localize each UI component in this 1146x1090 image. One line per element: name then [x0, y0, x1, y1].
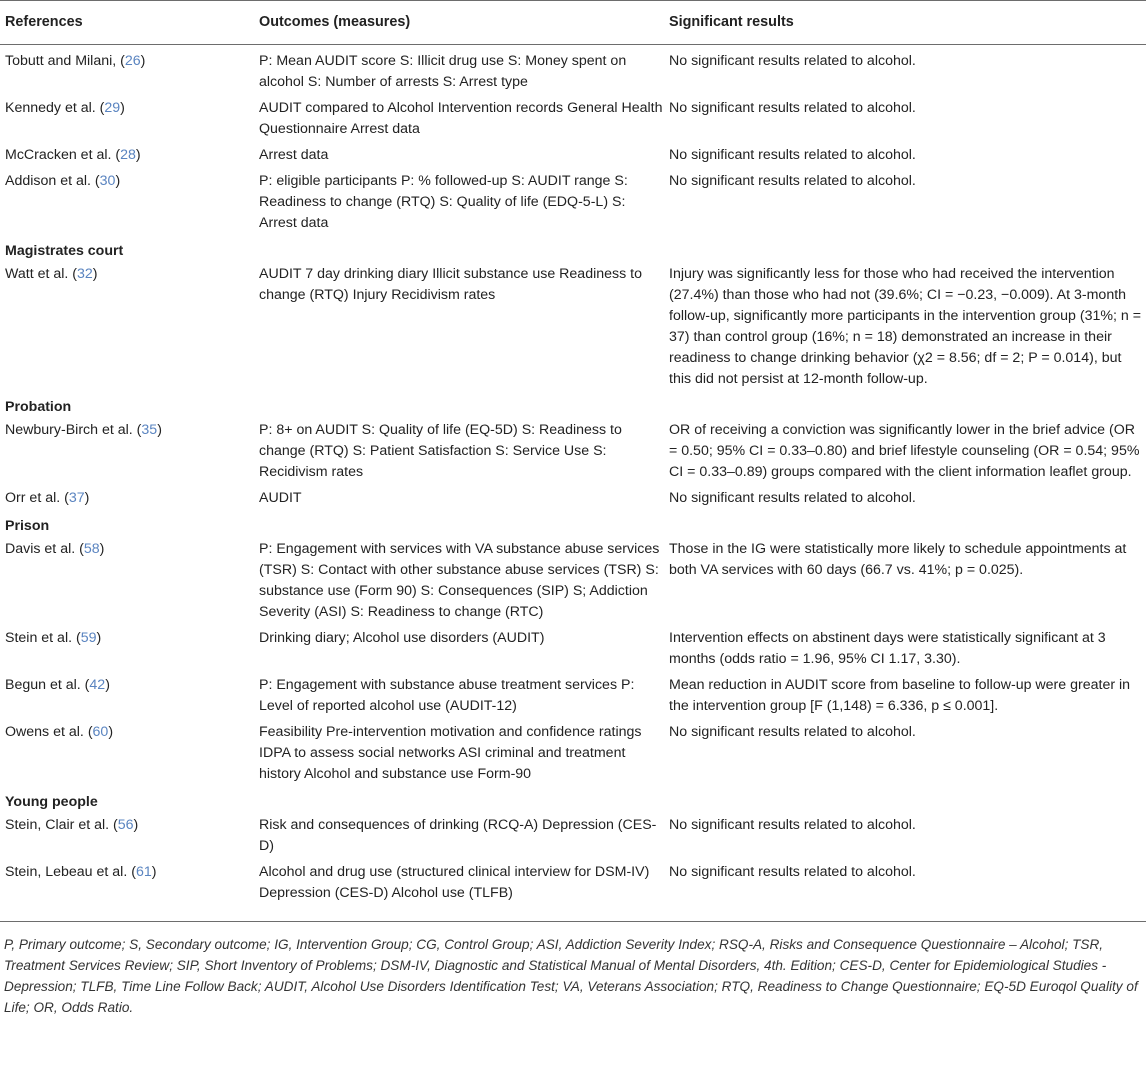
- reference-authors: Stein, Clair et al.: [5, 817, 114, 833]
- citation-paren: ): [108, 724, 114, 740]
- table-row: [0, 862, 1146, 909]
- outcomes-cell: P: 8+ on AUDIT S: Quality of life (EQ-5D) S: Readiness to change (RTQ) S: Patient Satisfaction S: Service Use S: Recidivism rates: [259, 422, 622, 480]
- results-cell: No significant results related to alcohol.: [669, 173, 916, 189]
- results-cell: No significant results related to alcohol.: [669, 53, 916, 69]
- reference-authors: Newbury-Birch et al.: [5, 422, 137, 438]
- results-cell: OR of receiving a conviction was significantly lower in the brief advice (OR = 0.50; 95% CI = 0.33–0.80) and brief lifestyle counseling (OR = 0.54; 95% CI = 0.33–0.89) groups compared with the client information leaflet group.: [669, 422, 1140, 480]
- citation-paren: (: [79, 541, 84, 557]
- section-row: [0, 790, 1146, 815]
- table-row: [0, 171, 1146, 239]
- citation-paren: (: [115, 147, 121, 163]
- citation-paren: ): [115, 173, 121, 189]
- section-row: [0, 395, 1146, 420]
- citation-paren: (: [87, 724, 93, 740]
- citation-paren: (: [113, 817, 118, 833]
- table-header-row: [0, 1, 1146, 45]
- results-cell: Injury was significantly less for those who had received the intervention (27.4%) than those who had not (39.6%; CI = −0.23, −0.009). At 3-month follow-up, significantly more participants in the intervention group (31%; n = 37) than control group (16%; n = 18) demonstrated an increase in their readiness to change drinking behavior (χ2 = 8.56; df = 2; P = 0.014), but this did not persist at 12-month follow-up.: [669, 266, 1141, 387]
- table-row: [0, 45, 1146, 99]
- citation-paren: ): [135, 147, 141, 163]
- citation-link[interactable]: 30: [99, 173, 116, 189]
- results-cell: No significant results related to alcohol.: [669, 100, 916, 116]
- results-cell: Intervention effects on abstinent days were statistically significant at 3 months (odds ratio = 1.96, 95% CI 1.17, 3.30).: [669, 630, 1106, 667]
- citation-link[interactable]: 28: [120, 147, 136, 163]
- citation-paren: ): [96, 630, 102, 646]
- section-label: Young people: [5, 794, 98, 810]
- reference-cell: [0, 815, 254, 862]
- reference-cell: [0, 45, 254, 99]
- table-row: [0, 539, 1146, 628]
- citation-link[interactable]: 61: [135, 864, 152, 880]
- reference-authors: Watt et al.: [5, 266, 73, 282]
- results-cell: Mean reduction in AUDIT score from baseline to follow-up were greater in the intervention group [F (1,148) = 6.336, p ≤ 0.001].: [669, 677, 1131, 714]
- reference-authors: Orr et al.: [5, 490, 65, 506]
- reference-cell: [0, 722, 254, 790]
- outcomes-cell: Drinking diary; Alcohol use disorders (AUDIT): [259, 630, 545, 646]
- citation-paren: ): [120, 100, 125, 116]
- citation-paren: (: [136, 422, 142, 438]
- header-references: References: [0, 1, 254, 45]
- reference-authors: Owens et al.: [5, 724, 88, 740]
- table-row: [0, 628, 1146, 675]
- citation-paren: ): [151, 864, 157, 880]
- citation-paren: (: [72, 266, 78, 282]
- table-row: [0, 145, 1146, 171]
- header-results: Significant results: [664, 1, 1146, 45]
- citation-paren: ): [157, 422, 162, 438]
- reference-authors: Stein, Lebeau et al.: [5, 864, 132, 880]
- table-row: [0, 264, 1146, 395]
- reference-cell: [0, 145, 254, 171]
- outcomes-cell: Feasibility Pre-intervention motivation and confidence ratings IDPA to assess social networks ASI criminal and treatment history Alcohol and substance use Form-90: [259, 724, 642, 782]
- reference-cell: [0, 488, 254, 514]
- reference-cell: [0, 171, 254, 239]
- reference-authors: Davis et al.: [5, 541, 80, 557]
- citation-paren: ): [140, 53, 146, 69]
- results-cell: Those in the IG were statistically more likely to schedule appointments at both VA services with 60 days (66.7 vs. 41%; p = 0.025).: [669, 541, 1127, 578]
- citation-paren: (: [131, 864, 136, 880]
- citation-link[interactable]: 32: [77, 266, 93, 282]
- citation-link[interactable]: 60: [92, 724, 109, 740]
- table-row: [0, 488, 1146, 514]
- citation-link[interactable]: 29: [104, 100, 121, 116]
- reference-authors: Begun et al.: [5, 677, 85, 693]
- reference-authors: Stein et al.: [5, 630, 76, 646]
- section-row: [0, 239, 1146, 264]
- reference-cell: [0, 420, 254, 488]
- citation-paren: (: [94, 173, 100, 189]
- reference-authors: Tobutt and Milani,: [5, 53, 121, 69]
- reference-cell: [0, 862, 254, 909]
- reference-cell: [0, 98, 254, 145]
- citation-paren: ): [84, 490, 90, 506]
- citation-paren: (: [120, 53, 125, 69]
- section-label: Prison: [5, 518, 50, 534]
- outcomes-cell: AUDIT compared to Alcohol Intervention records General Health Questionnaire Arrest data: [259, 100, 663, 137]
- outcomes-cell: P: Engagement with substance abuse treatment services P: Level of reported alcohol use (AUDIT-12): [259, 677, 635, 714]
- outcomes-cell: P: eligible participants P: % followed-up S: AUDIT range S: Readiness to change (RTQ) S: Quality of life (EDQ-5-L) S: Arrest data: [259, 173, 628, 231]
- citation-paren: (: [84, 677, 90, 693]
- reference-cell: [0, 539, 254, 628]
- table-body: [0, 45, 1146, 910]
- citation-link[interactable]: 26: [124, 53, 141, 69]
- citation-paren: ): [105, 677, 110, 693]
- section-label: Probation: [5, 399, 72, 415]
- reference-authors: McCracken et al.: [5, 147, 116, 163]
- table-row: [0, 98, 1146, 145]
- section-label: Magistrates court: [5, 243, 124, 259]
- citation-paren: (: [75, 630, 81, 646]
- outcomes-cell: P: Engagement with services with VA substance abuse services (TSR) S: Contact with other substance abuse services (TSR) S: substance use (Form 90) S: Consequences (SIP) S; Addiction Severity (ASI) S: Readiness to change (RTC): [259, 541, 660, 620]
- citation-paren: (: [64, 490, 69, 506]
- citation-paren: ): [99, 541, 105, 557]
- citation-link[interactable]: 35: [141, 422, 158, 438]
- table-row: [0, 815, 1146, 862]
- outcomes-cell: Risk and consequences of drinking (RCQ-A) Depression (CES-D): [259, 817, 657, 854]
- results-cell: No significant results related to alcohol.: [669, 147, 916, 163]
- table-footnote: P, Primary outcome; S, Secondary outcome; IG, Intervention Group; CG, Control Group; ASI, Addiction Severity Index; RSQ-A, Risks and Consequence Questionnaire – Alcohol; TSR, Treatment Services Review; SIP, Short Inventory of Problems; DSM-IV, Diagnostic and Statistical Manual of Mental Disorders, 4th. Edition; CES-D, Center for Epidemiological Studies - Depression; TLFB, Time Line Follow Back; AUDIT, Alcohol Use Disorders Identification Test; VA, Veterans Association; RTQ, Readiness to Change Questionnaire; EQ-5D Euroqol Quality of Life; OR, Odds Ratio.: [0, 921, 1146, 1018]
- section-row: [0, 514, 1146, 539]
- outcomes-cell: AUDIT 7 day drinking diary Illicit substance use Readiness to change (RTQ) Injury Recidivism rates: [259, 266, 642, 303]
- table-row: [0, 722, 1146, 790]
- reference-cell: [0, 264, 254, 395]
- citation-link[interactable]: 42: [89, 677, 106, 693]
- citation-link[interactable]: 59: [80, 630, 97, 646]
- outcomes-cell: AUDIT: [259, 490, 302, 506]
- results-cell: No significant results related to alcohol.: [669, 817, 916, 833]
- outcomes-cell: P: Mean AUDIT score S: Illicit drug use S: Money spent on alcohol S: Number of arrests S: Arrest type: [259, 53, 627, 90]
- results-cell: No significant results related to alcohol.: [669, 490, 916, 506]
- reference-authors: Kennedy et al.: [5, 100, 100, 116]
- citation-paren: ): [133, 817, 139, 833]
- outcomes-cell: Arrest data: [259, 147, 329, 163]
- citation-link[interactable]: 58: [83, 541, 100, 557]
- reference-authors: Addison et al.: [5, 173, 95, 189]
- results-cell: No significant results related to alcohol.: [669, 724, 916, 740]
- reference-cell: [0, 675, 254, 722]
- results-cell: No significant results related to alcohol.: [669, 864, 916, 880]
- reference-cell: [0, 628, 254, 675]
- citation-paren: (: [99, 100, 105, 116]
- table-row: [0, 420, 1146, 488]
- citation-link[interactable]: 37: [68, 490, 85, 506]
- citation-paren: ): [92, 266, 98, 282]
- citation-link[interactable]: 56: [117, 817, 134, 833]
- header-outcomes: Outcomes (measures): [254, 1, 664, 45]
- outcomes-cell: Alcohol and drug use (structured clinical interview for DSM-IV) Depression (CES-D) Alcohol use (TLFB): [259, 864, 650, 901]
- table-row: [0, 675, 1146, 722]
